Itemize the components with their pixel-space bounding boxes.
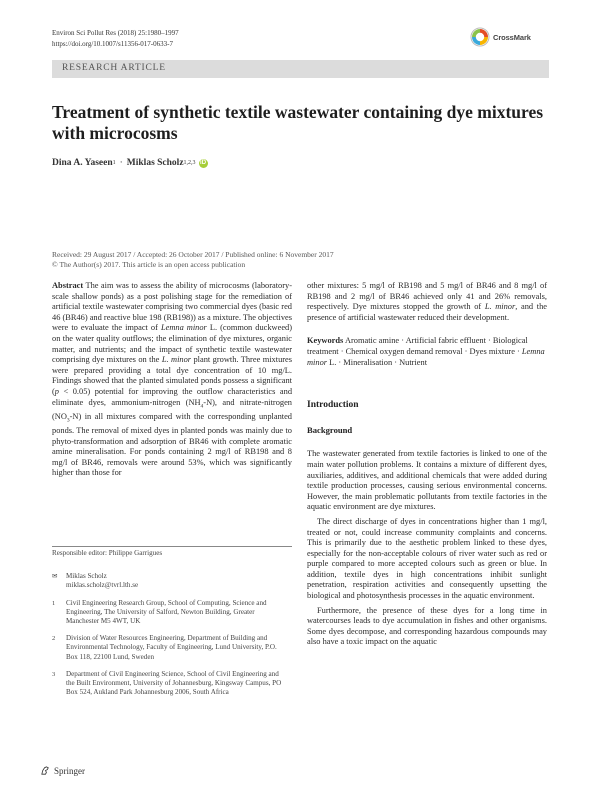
keyword-species: Lemna minor [307, 346, 545, 367]
springer-horse-icon [40, 765, 51, 776]
keywords-label: Keywords [307, 336, 344, 346]
journal-citation [52, 28, 179, 50]
abstract-text: , and the presence of artificial wastewater reduced their development. [307, 302, 547, 322]
abstract-text: -N) in all mixtures compared with the corresponding unplanted ponds. The removal of mixed dyes in planted ponds was mainly due to phyto-transformation and adsorption of BR46 with complete aromatic amine mineralisation. For ponds containing 2 mg/l of RB198 and 8 mg/l of BR46, removals were around 53%, which was significantly higher than those for [52, 411, 292, 478]
species-name: L. minor [161, 355, 192, 365]
species-name: Lemna minor [160, 323, 207, 333]
publisher-name: Springer [54, 765, 85, 776]
abstract-text: < 0.05) potential for improving the outflow characteristics and eliminate dyes, ammonium-nitrogen (NH [52, 386, 293, 407]
affiliation-marker: 1,2,3 [183, 160, 196, 166]
affiliation-marker: 1 [112, 160, 116, 166]
left-column [52, 281, 292, 479]
crossmark-badge[interactable] [470, 26, 548, 48]
dates-line: Received: 29 August 2017 / Accepted: 26 October 2017 / Published online: 6 November 2017 [52, 250, 334, 259]
abstract-continued [307, 281, 547, 323]
author-separator: · [119, 158, 123, 168]
p-value-symbol: p [54, 386, 59, 396]
abstract-text: other mixtures: 5 mg/l of RB198 and 5 mg/l of BR46 and 8 mg/l of RB198 and 2 mg/l of BR46 achieved only 41 and 26% removals, respectively. Dye mixtures stopped the growth of [307, 281, 547, 312]
body-paragraph: Furthermore, the presence of these dyes for a long time in watercourses leads to dye accumulation in fishes and other organisms. Some dyes decompose, and corresponding hazardous compounds may also have a toxic impact on the aquatic [307, 605, 547, 647]
crossmark-icon [470, 27, 490, 47]
envelope-icon: ✉ [52, 573, 58, 581]
responsible-editor: Responsible editor: Philippe Garrigues [52, 549, 163, 557]
abstract-text: -N), and nitrate-nitrogen (NO [52, 397, 292, 421]
journal-line: Environ Sci Pollut Res (2018) 25:1980–1997 [52, 29, 179, 37]
subscript: 4 [200, 403, 204, 410]
article-type-banner [52, 60, 549, 78]
corresponding-author [52, 572, 292, 590]
affiliation-text: Division of Water Resources Engineering, Department of Building and Environmental Technology, Faculty of Engineering, Lund University, P.O. Box 118, 22100 Lund, Sweden [66, 634, 277, 661]
author-name[interactable]: Dina A. Yaseen [52, 158, 113, 168]
section-heading: Introduction [307, 400, 359, 411]
affiliation-number: 3 [52, 670, 56, 678]
doi-link[interactable]: https://doi.org/10.1007/s11356-017-0633-7 [52, 40, 173, 48]
subsection-heading: Background [307, 424, 353, 435]
contact-name: Miklas Scholz [66, 572, 107, 581]
author-name[interactable]: Miklas Scholz [126, 158, 184, 168]
right-column [307, 281, 547, 648]
keyword-list: L. · Mineralisation · Nutrient [329, 357, 428, 367]
orcid-icon[interactable]: iD [200, 159, 207, 166]
affiliation [52, 599, 292, 627]
publisher-footer [40, 765, 85, 776]
keywords [307, 336, 547, 368]
footnote-divider [52, 546, 292, 547]
crossmark-label: CrossMark [493, 32, 531, 42]
contact-email[interactable]: miklas.scholz@tvrl.lth.se [66, 581, 139, 590]
affiliation-number: 1 [52, 599, 56, 607]
affiliation-text: Civil Engineering Research Group, School of Computing, Science and Engineering, The University of Salford, Newton Building, Greater Manchester M5 4WT, UK [66, 598, 267, 626]
publication-history [52, 250, 334, 269]
abstract-text: L. (common duckweed) on the water quality outflows; the elimination of dye mixtures, organic matter, and nutrients; and the impact of synthetic textile wastewater comprising dye mixtures on the [52, 323, 293, 365]
subscript: 3 [66, 417, 70, 424]
abstract-text: plant growth. Three mixtures were prepared providing a total dye concentration of 10 mg/L. Findings showed that the planted simulated ponds possess a significant ( [52, 355, 293, 396]
paper-title: Treatment of synthetic textile wastewater containing dye mixtures with microcosms [52, 102, 544, 143]
author-list [52, 158, 208, 168]
affiliation [52, 670, 292, 698]
body-paragraph: The direct discharge of dyes in concentrations higher than 1 mg/l, treated or not, could increase community complaints and concerns. This is primarily due to the aesthetic problem linked to these dyes, especially for the non-acceptable colours of river water such as red or purple compared to more accepted colours such as green or blue. In addition, textile dyes in high concentrations inhibit sunlight penetration, respiration activities and consequently upsetting the biological and photosynthesis processes in the aquatic environment. [307, 516, 547, 601]
species-name: L. minor [484, 302, 516, 312]
keyword-list: Aromatic amine · Artificial fabric effluent · Biological treatment · Chemical oxygen demand removal · Dyes mixture · [307, 336, 528, 356]
affiliation-text: Department of Civil Engineering Science, School of Civil Engineering and the Built Environment, University of Johannesburg, Kingsway Campus, PO Box 524, Aukland Park Johannesburg 2006, South Africa [66, 669, 282, 697]
affiliation [52, 634, 292, 662]
article-type-label: RESEARCH ARTICLE [62, 63, 166, 73]
footnotes [52, 549, 292, 705]
affiliation-number: 2 [52, 635, 56, 643]
abstract-label: Abstract [52, 281, 84, 290]
body-paragraph: The wastewater generated from textile factories is linked to one of the main water pollution problems. It contains a mixture of different dyes, auxiliaries, additives, and additional chemicals that were added during textile production processes, causing serious environmental concerns. However, the main problematic pollutants from textile factories in the aquatic environment are dye mixtures. [307, 449, 547, 512]
abstract-text: The aim was to assess the ability of microcosms (laboratory-scale shallow ponds) as a post polishing stage for the remediation of artificial textile wastewater comprising two commercial dyes (basic red 46 (BR46) and reactive blue 198 (RB198)) as a mixture. The objectives were to evaluate the impact of [52, 281, 292, 333]
abstract [52, 281, 292, 479]
license-line: © The Author(s) 2017. This article is an open access publication [52, 259, 246, 269]
